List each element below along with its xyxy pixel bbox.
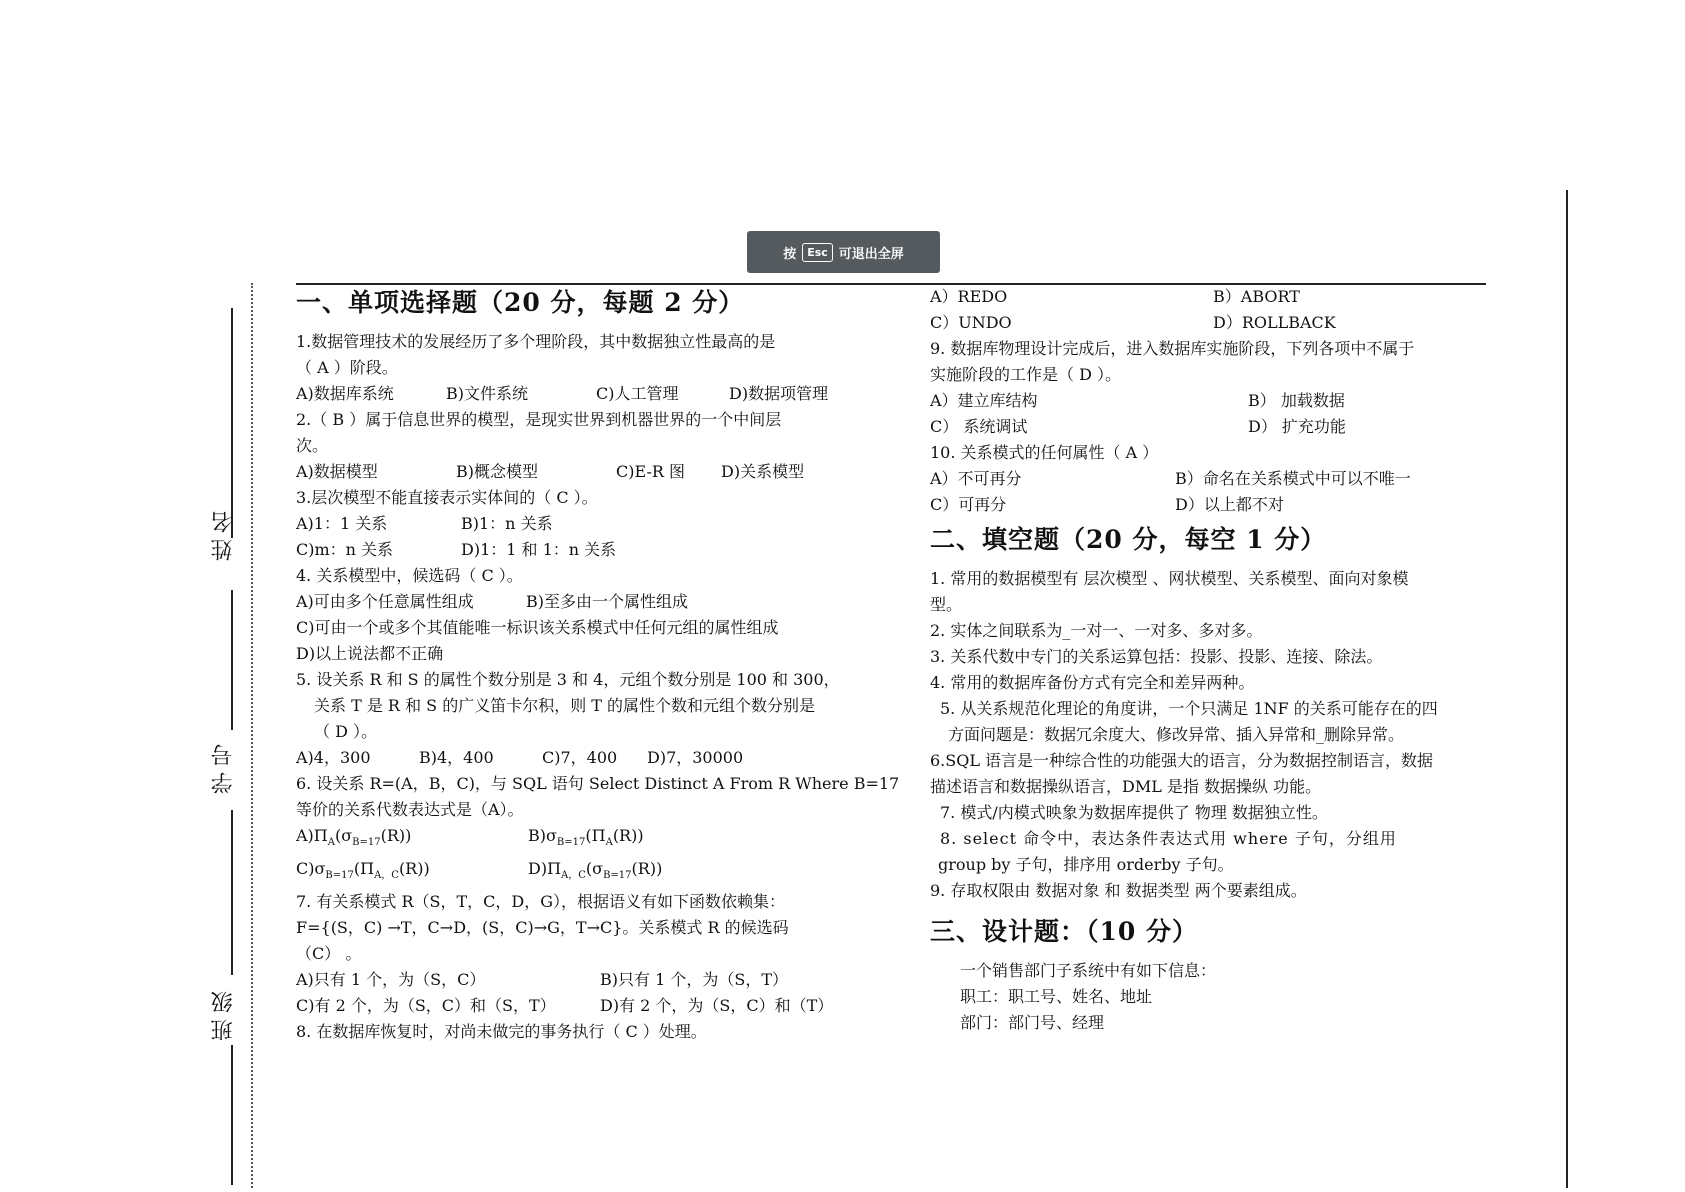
q6-option-a: $A)\Pi_A(\sigma_{B=17}(R))$ (296, 826, 412, 849)
q2-line2: 次。 (296, 436, 329, 455)
f7: 7. 模式/内模式映象为数据库提供了 物理 数据独立性。 (940, 803, 1328, 822)
q3-line1: 3.层次模型不能直接表示实体间的（ C ）。 (296, 488, 598, 507)
q3-option-c: C)m：n 关系 (296, 540, 394, 559)
q7-options-row1 (296, 967, 856, 993)
q2-option-c: C)E-R 图 (616, 462, 686, 481)
q5-line1: 5. 设关系 R 和 S 的属性个数分别是 3 和 4，元组个数分别是 100 和 300， (296, 670, 840, 689)
section-3-title: 三、设计题：（10 分） (930, 917, 1198, 946)
q10-option-c: C）可再分 (930, 495, 1007, 514)
q1-option-a: A)数据库系统 (296, 384, 394, 403)
q7-line3: （C） 。 (296, 944, 362, 964)
q5-option-c: C)7，400 (542, 748, 618, 767)
design-line3: 部门：部门号、经理 (960, 1013, 1105, 1032)
q10-option-a: A）不可再分 (930, 469, 1022, 488)
q5-line3: （ D ）。 (314, 722, 378, 741)
q9-option-b: B） 加载数据 (1248, 391, 1345, 410)
toast-prefix: 按 (783, 246, 797, 262)
q5-line2: 关系 T 是 R 和 S 的广义笛卡尔积，则 T 的属性个数和元组个数分别是 (314, 696, 816, 715)
q3-option-d: D)1：1 和 1：n 关系 (461, 540, 617, 559)
f6-line2: 描述语言和数据操纵语言，DML 是指 数据操纵 功能。 (930, 777, 1322, 796)
q1-option-c: C)人工管理 (596, 384, 679, 403)
q5-option-d: D)7，30000 (647, 748, 744, 767)
q8-option-c: C）UNDO (930, 313, 1012, 332)
f6-line1: 6.SQL 语言是一种综合性的功能强大的语言，分为数据控制语言，数据 (930, 751, 1434, 770)
q2-option-a: A)数据模型 (296, 462, 378, 481)
f4: 4. 常用的数据库备份方式有完全和差异两种。 (930, 673, 1255, 692)
q4-line1: 4. 关系模型中，候选码（ C ）。 (296, 566, 523, 585)
q4-options-row1 (296, 589, 856, 615)
q6-option-d: $D)\Pi_{A,C}(\sigma_{B=17}(R))$ (528, 859, 663, 882)
q9-option-c: C） 系统调试 (930, 417, 1028, 436)
q10-options-row1 (930, 466, 1490, 492)
q6-line2: 等价的关系代数表达式是（A）。 (296, 800, 524, 819)
exit-fullscreen-toast (747, 231, 940, 273)
q1-line1: 1.数据管理技术的发展经历了多个理阶段，其中数据独立性最高的是 (296, 332, 776, 351)
f9: 9. 存取权限由 数据对象 和 数据类型 两个要素组成。 (930, 881, 1307, 900)
q9-options-row2 (930, 414, 1490, 440)
q3-option-b: B)1：n 关系 (461, 514, 553, 533)
f1-line1: 1. 常用的数据模型有 层次模型 、网状模型、关系模型、面向对象模 (930, 569, 1409, 588)
q7-option-c: C)有 2 个，为（S，C）和（S，T） (296, 996, 556, 1016)
q2-options (296, 459, 856, 485)
q5-option-a: A)4，300 (296, 748, 371, 767)
f8-line2: group by 子句，排序用 orderby 子句。 (938, 855, 1234, 874)
q9-option-d: D） 扩充功能 (1248, 417, 1346, 436)
q6-option-c: $C)\sigma_{B=17}(\Pi_{A,C}(R))$ (296, 859, 430, 882)
design-line2: 职工：职工号、姓名、地址 (960, 987, 1153, 1006)
q6-option-b: $B)\sigma_{B=17}(\Pi_A(R))$ (528, 826, 644, 849)
q2-option-b: B)概念模型 (456, 462, 539, 481)
name-label: 姓名 (211, 505, 236, 561)
q7-line2: F={(S，C) →T，C→D，(S，C)→G，T→C}。关系模式 R 的候选码 (296, 918, 789, 938)
esc-key-badge: Esc (802, 243, 833, 262)
f5-line1: 5. 从关系规范化理论的角度讲，一个只满足 1NF 的关系可能存在的四 (940, 699, 1438, 718)
q8-line1: 8. 在数据库恢复时，对尚未做完的事务执行（ C ）处理。 (296, 1022, 707, 1042)
section-2-title: 二、填空题（20 分，每空 1 分） (930, 525, 1327, 554)
q3-option-a: A)1：1 关系 (296, 514, 388, 533)
f2: 2. 实体之间联系为_一对一、一对多、多对多。 (930, 621, 1263, 640)
q7-line1: 7. 有关系模式 R（S，T，C，D，G），根据语义有如下函数依赖集： (296, 892, 785, 912)
q4-option-c: C)可由一个或多个其值能唯一标识该关系模式中任何元组的属性组成 (296, 618, 779, 637)
class-label: 班级 (211, 985, 236, 1041)
q5-options (296, 745, 856, 771)
q9-option-a: A）建立库结构 (930, 391, 1038, 410)
q8-options-row2 (930, 310, 1490, 336)
q3-options-row1 (296, 511, 856, 537)
f8-line1: 8. select 命令中，表达条件表达式用 where 子句，分组用 (940, 829, 1397, 848)
q6-options-row1 (296, 823, 856, 856)
q7-option-a: A)只有 1 个，为（S，C） (296, 970, 486, 990)
q5-option-b: B)4，400 (419, 748, 494, 767)
q8-options-row1 (930, 284, 1490, 310)
q7-options-row2 (296, 993, 856, 1019)
left-column (296, 283, 900, 1045)
right-column (930, 284, 1490, 1036)
design-line1: 一个销售部门子系统中有如下信息： (960, 961, 1217, 980)
q4-option-d: D)以上说法都不正确 (296, 644, 444, 663)
margin-line-2 (231, 590, 233, 730)
q3-options-row2 (296, 537, 856, 563)
q7-option-b: B)只有 1 个，为（S，T） (600, 970, 788, 990)
f1-line2: 型。 (930, 595, 963, 614)
margin-line-4 (231, 1045, 233, 1185)
q2-line1: 2.（ B ）属于信息世界的模型，是现实世界到机器世界的一个中间层 (296, 410, 782, 429)
q1-line2: （ A ）阶段。 (296, 358, 398, 377)
q9-line1: 9. 数据库物理设计完成后，进入数据库实施阶段，下列各项中不属于 (930, 339, 1415, 358)
section-1-title: 一、单项选择题（20 分，每题 2 分） (296, 288, 745, 317)
q10-option-d: D）以上都不对 (1175, 495, 1284, 514)
q4-option-b: B)至多由一个属性组成 (526, 592, 689, 611)
q1-option-d: D)数据项管理 (729, 384, 829, 403)
q2-option-d: D)关系模型 (721, 462, 805, 481)
toast-suffix: 可退出全屏 (838, 246, 904, 262)
binding-dotted-line (251, 283, 253, 1188)
q6-options-row2 (296, 856, 856, 889)
student-id-label: 学号 (211, 738, 236, 794)
q9-line2: 实施阶段的工作是（ D ）。 (930, 365, 1122, 384)
q10-option-b: B）命名在关系模式中可以不唯一 (1175, 469, 1411, 488)
q10-options-row2 (930, 492, 1490, 518)
q1-options (296, 381, 856, 407)
margin-line-1 (231, 308, 233, 538)
q4-option-a: A)可由多个任意属性组成 (296, 592, 474, 611)
q8-option-d: D）ROLLBACK (1213, 313, 1336, 332)
f3: 3. 关系代数中专门的关系运算包括：投影、投影、连接、除法。 (930, 647, 1383, 666)
q6-line1: 6. 设关系 R=(A，B，C)，与 SQL 语句 Select Distinct A From R Where B=17 (296, 774, 900, 793)
margin-line-3 (231, 810, 233, 975)
q10-line1: 10. 关系模式的任何属性（ A ） (930, 443, 1159, 462)
q9-options-row1 (930, 388, 1490, 414)
q1-option-b: B)文件系统 (446, 384, 529, 403)
q8-option-b: B）ABORT (1213, 287, 1300, 306)
q7-option-d: D)有 2 个，为（S，C）和（T） (600, 996, 834, 1016)
f5-line2: 方面问题是：数据冗余度大、修改异常、插入异常和_删除异常。 (948, 725, 1405, 744)
right-border-line (1566, 190, 1568, 1188)
q8-option-a: A）REDO (930, 287, 1008, 306)
